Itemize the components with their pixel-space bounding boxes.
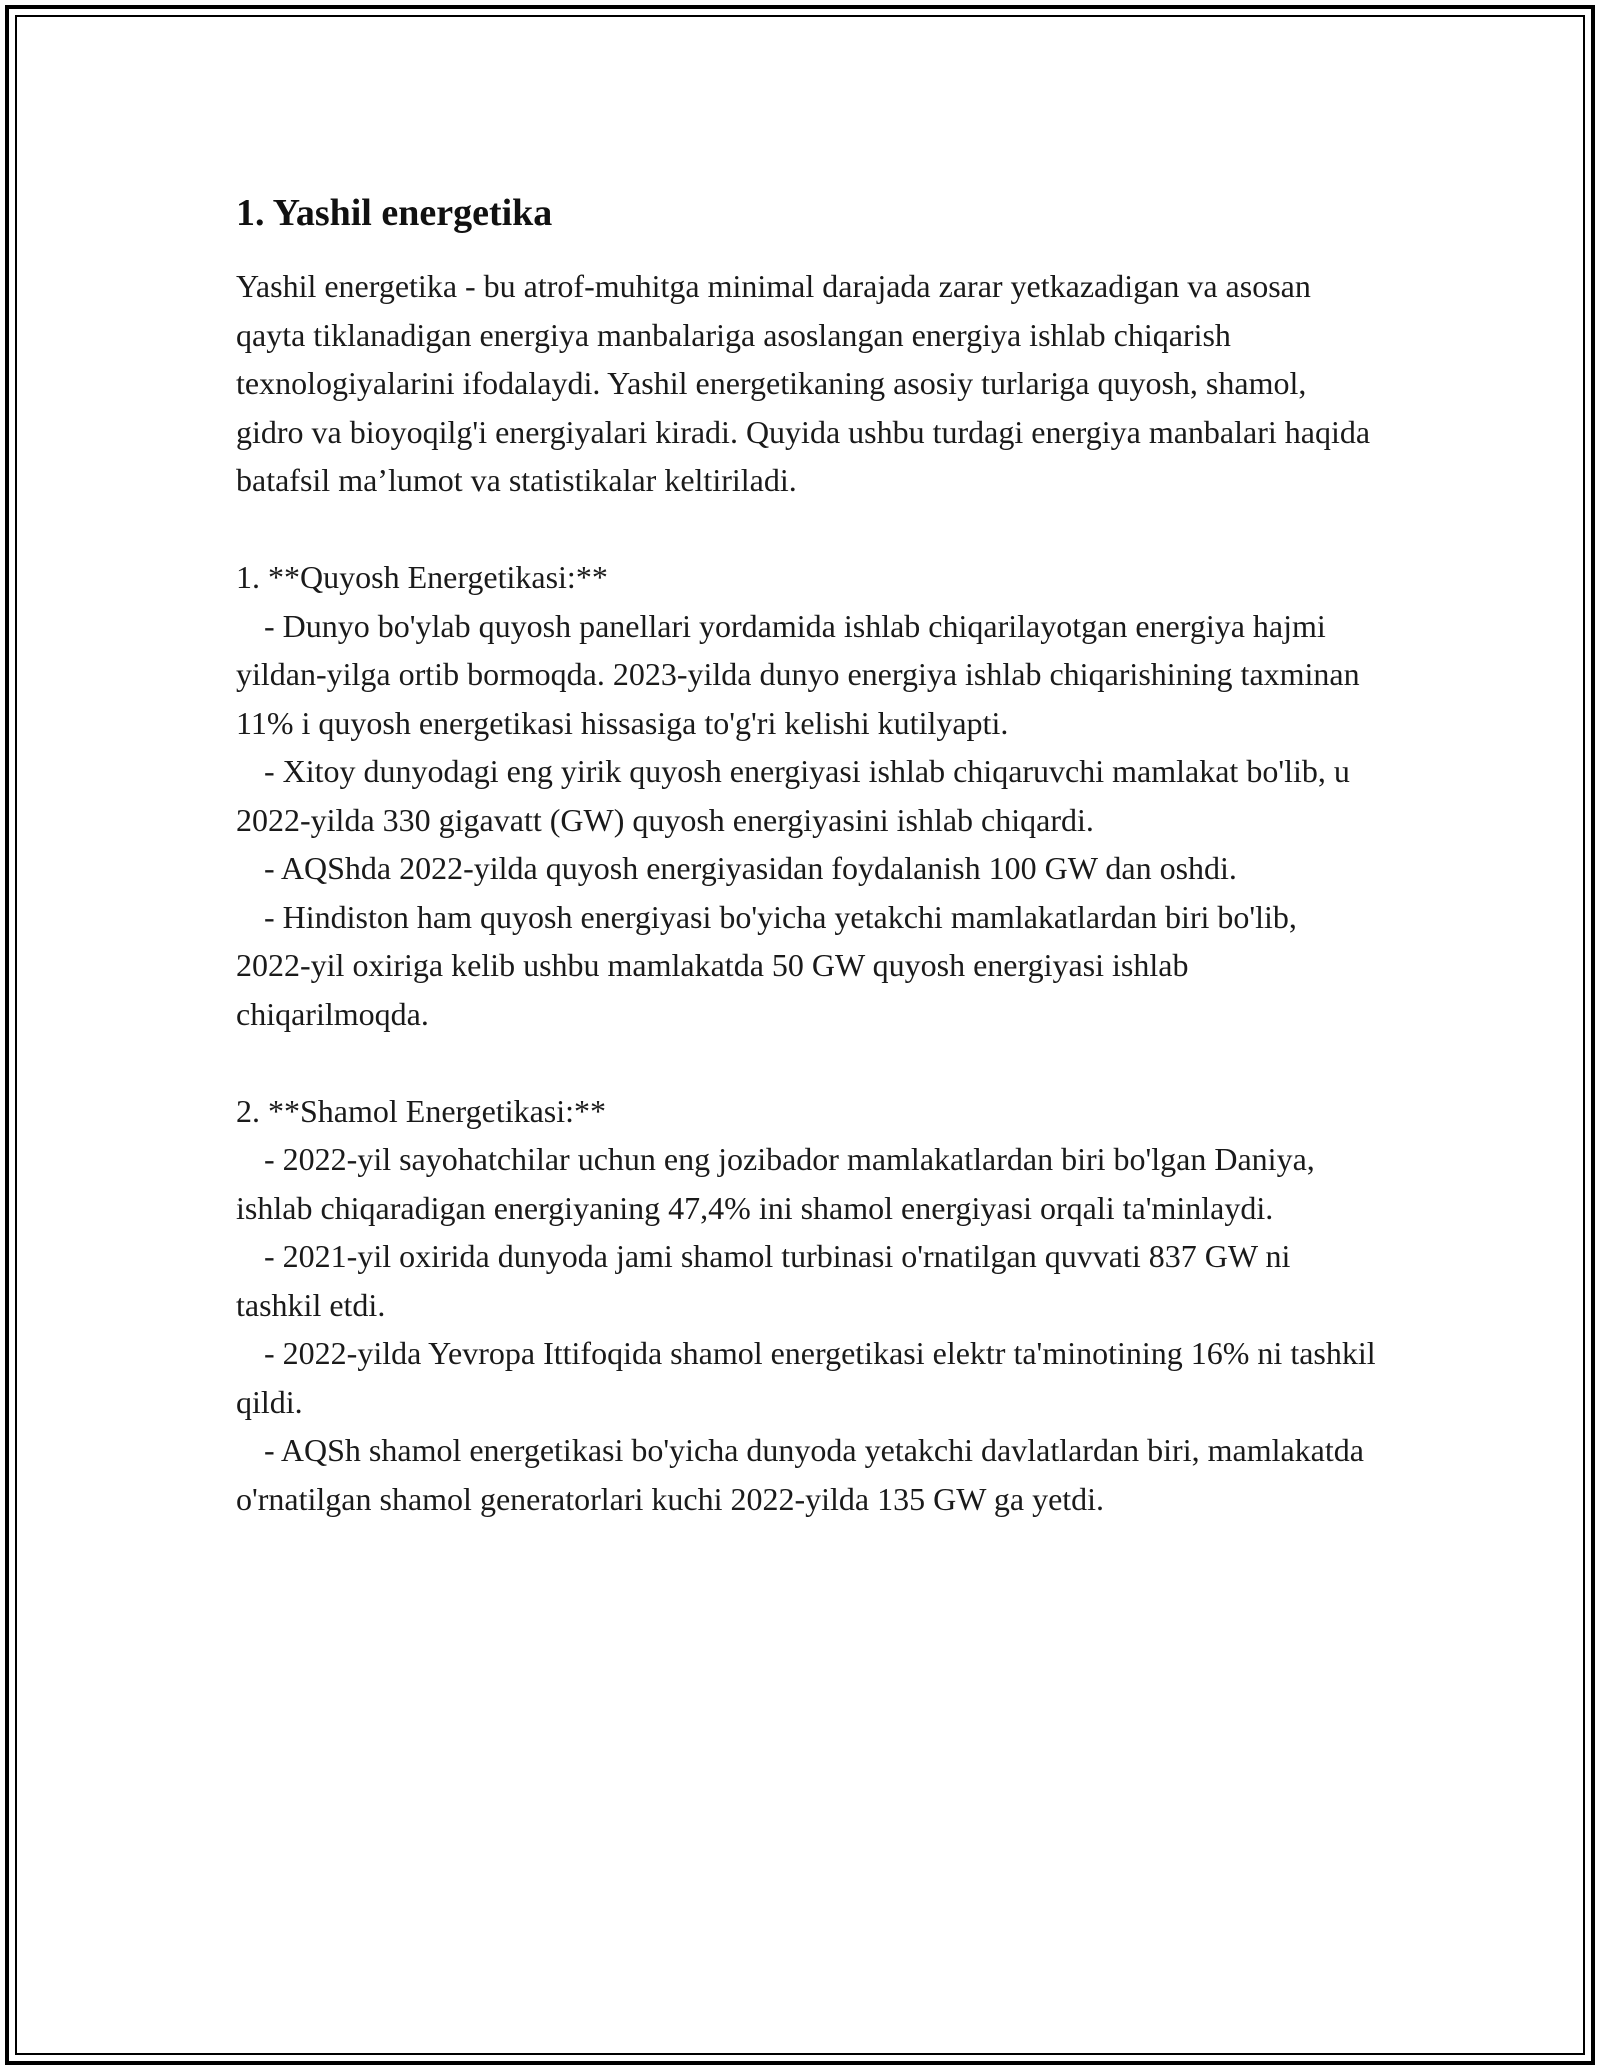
wind-bullet-1-text: - 2022-yil sayohatchilar uchun eng jozibador mamlakatlardan biri bo'lgan Daniya, ishlab chiqaradigan energiyaning 47,4% ini shamol energiyasi orqali ta'minlaydi. [236,1141,1315,1226]
wind-bullet-2-text: - 2021-yil oxirida dunyoda jami shamol turbinasi o'rnatilgan quvvati 837 GW ni tashkil etdi. [236,1238,1291,1323]
solar-bullet-1-text: - Dunyo bo'ylab quyosh panellari yordamida ishlab chiqarilayotgan energiya hajmi yildan-yilga ortib bormoqda. 2023-yilda dunyo energiya ishlab chiqarishining taxminan 11% i quyosh energetikasi hissasiga to'g'ri kelishi kutilyapti. [236,607,1360,741]
wind-bullet-4 [236,1426,1376,1523]
section-wind [236,1087,1376,1524]
wind-bullet-2 [236,1232,1376,1329]
wind-bullet-1 [236,1135,1376,1232]
solar-bullet-3-text: - AQShda 2022-yilda quyosh energiyasidan foydalanish 100 GW dan oshdi. [264,850,1237,886]
section-spacer [236,1038,1376,1087]
wind-bullet-3 [236,1329,1376,1426]
section-heading-solar: 1. **Quyosh Energetikasi:** [236,559,608,595]
wind-bullet-3-text: - 2022-yilda Yevropa Ittifoqida shamol energetikasi elektr ta'minotining 16% ni tashkil qildi. [236,1335,1376,1420]
solar-bullet-2-text: - Xitoy dunyodagi eng yirik quyosh energiyasi ishlab chiqaruvchi mamlakat bo'lib, u 2022-yilda 330 gigavatt (GW) quyosh energiyasini ishlab chiqardi. [236,753,1350,838]
paragraph-spacer [236,505,1376,554]
intro-paragraph: Yashil energetika - bu atrof-muhitga minimal darajada zarar yetkazadigan va asosan qayta tiklanadigan energiya manbalariga asoslangan energiya ishlab chiqarish texnologiyalarini ifodalaydi. Yashil energetikaning asosiy turlariga quyosh, shamol, gidro va bioyoqilg'i energiyalari kiradi. Quyida ushbu turdagi energiya manbalari haqida batafsil ma’lumot va statistikalar keltiriladi. [236,268,1371,498]
solar-bullet-4-text: - Hindiston ham quyosh energiyasi bo'yicha yetakchi mamlakatlardan biri bo'lib, 2022-yil oxiriga kelib ushbu mamlakatda 50 GW quyosh energiyasi ishlab chiqarilmoqda. [236,898,1297,1032]
section-solar [236,553,1376,1038]
solar-bullet-4 [236,893,1376,1039]
document-title: 1. Yashil energetika [236,192,553,234]
solar-bullet-2 [236,747,1376,844]
wind-bullet-4-text: - AQSh shamol energetikasi bo'yicha dunyoda yetakchi davlatlardan biri, mamlakatda o'rnatilgan shamol generatorlari kuchi 2022-yilda 135 GW ga yetdi. [236,1432,1364,1517]
solar-bullet-1 [236,602,1376,748]
solar-bullet-3 [236,844,1376,893]
section-heading-wind: 2. **Shamol Energetikasi:** [236,1092,607,1129]
document-body [236,188,1376,1523]
